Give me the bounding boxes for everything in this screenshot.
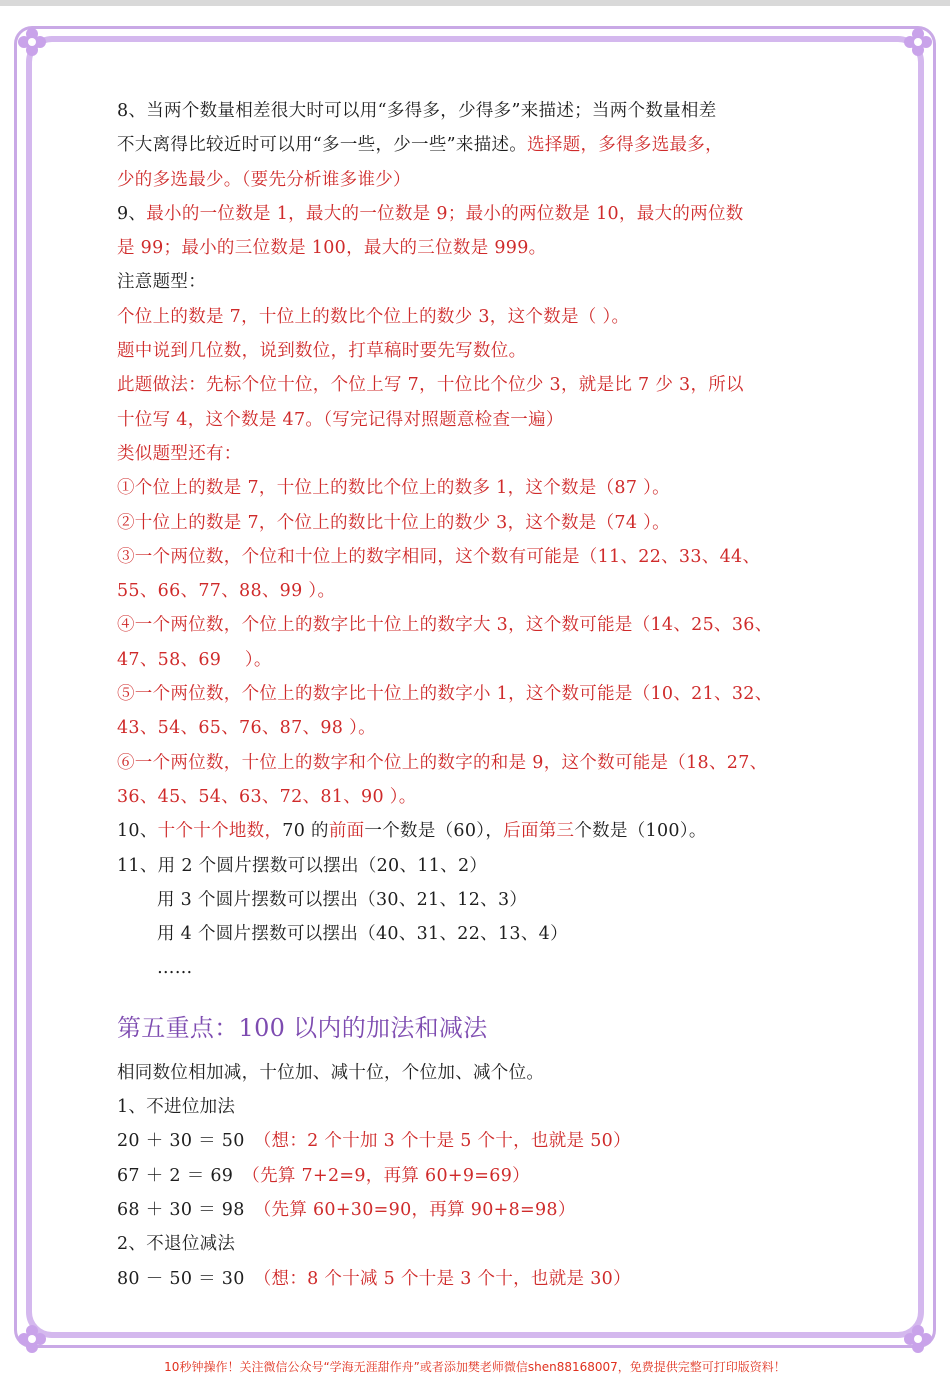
equation-note: （先算 60+30=90，再算 90+8=98） — [262, 1199, 576, 1220]
example-line: 55、66、77、88、99 ）。 — [117, 581, 336, 602]
highlight-line: 题中说到几位数，说到数位，打草稿时要先写数位。 — [117, 341, 527, 362]
highlight-text: 后面第三 — [503, 821, 575, 842]
example-line: ②十位上的数是 7，个位上的数比十位上的数少 3，这个数是（74 ）。 — [117, 512, 670, 533]
text-line: 11、用 2 个圆片摆数可以摆出（20、11、2） — [117, 855, 488, 876]
equation-note: （想：8 个十减 5 个十是 3 个十，也就是 30） — [262, 1268, 631, 1289]
equation-note: （想：2 个十加 3 个十是 5 个十，也就是 50） — [262, 1131, 631, 1152]
highlight-line: 十位写 4，这个数是 47。（写完记得对照题意检查一遍） — [117, 409, 564, 430]
text-span: 70 的 — [282, 821, 329, 842]
highlight-text: 十个十个地数， — [157, 821, 283, 842]
equation: 20 ＋ 30 ＝ 50 — [117, 1131, 263, 1152]
example-line: 43、54、65、76、87、98 ）。 — [117, 718, 376, 739]
ellipsis: …… — [157, 958, 193, 979]
text-line — [117, 197, 837, 231]
text-span: 不大离得比较近时可以用“多一些，少一些”来描述。 — [117, 135, 528, 156]
equation-note: （先算 7+2=9，再算 60+9=69） — [251, 1165, 530, 1186]
highlight-text: 选择题，多得多选最多， — [527, 135, 723, 156]
flower-icon — [903, 1324, 933, 1354]
text-line: 用 3 个圆片摆数可以摆出（30、21、12、3） — [157, 889, 528, 910]
example-line: ⑤一个两位数，个位上的数字比十位上的数字小 1，这个数可能是（10、21、32、 — [117, 684, 773, 705]
flower-icon — [17, 27, 47, 57]
text-line: 相同数位相加减，十位加、减十位，个位加、减个位。 — [117, 1062, 545, 1083]
equation-line — [117, 1159, 837, 1193]
text-line: 8、当两个数量相差很大时可以用“多得多，少得多”来描述；当两个数量相差 — [117, 101, 717, 121]
document-body — [117, 94, 837, 1296]
highlight-line: 个位上的数是 7，十位上的数比个位上的数少 3，这个数是（ ）。 — [117, 306, 630, 327]
section-heading: 第五重点：100 以内的加法和减法 — [117, 1013, 488, 1042]
text-span: 个数是（100）。 — [574, 821, 707, 842]
example-line: 36、45、54、63、72、81、90 ）。 — [117, 786, 417, 807]
top-bar — [0, 0, 950, 6]
example-line: ④一个两位数，个位上的数字比十位上的数字大 3，这个数可能是（14、25、36、 — [117, 615, 773, 636]
text-line — [117, 128, 837, 162]
flower-icon — [17, 1324, 47, 1354]
equation: 80 － 50 ＝ 30 — [117, 1268, 263, 1289]
equation-line — [117, 1193, 837, 1227]
highlight-text: 最小的一位数是 1，最大的一位数是 9；最小的两位数是 10，最大的两位数 — [146, 203, 744, 224]
highlight-text: 前面 — [328, 821, 365, 842]
text-line — [117, 814, 837, 848]
highlight-line: 此题做法：先标个位十位，个位上写 7，十位比个位少 3，就是比 7 少 3，所以 — [117, 375, 744, 396]
equation-line — [117, 1262, 837, 1296]
item-number: 10、 — [117, 821, 158, 842]
equation-line — [117, 1124, 837, 1158]
item-number: 9、 — [117, 203, 147, 224]
example-line: ③一个两位数，个位和十位上的数字相同，这个数有可能是（11、22、33、44、 — [117, 546, 761, 567]
example-line: ⑥一个两位数，十位上的数字和个位上的数字的和是 9，这个数可能是（18、27、 — [117, 752, 768, 773]
highlight-line: 类似题型还有： — [117, 443, 242, 464]
equation: 68 ＋ 30 ＝ 98 — [117, 1199, 263, 1220]
footer-notice: 10秒钟操作！关注微信公众号“学海无涯甜作舟”或者添加樊老师微信shen88168007，免费提供完整可打印版资料！ — [164, 1360, 786, 1374]
example-line: 47、58、69 ）。 — [117, 649, 272, 670]
example-line: ①个位上的数是 7，十位上的数比个位上的数多 1，这个数是（87 ）。 — [117, 478, 670, 499]
note-label: 注意题型： — [117, 272, 206, 293]
subsection-title: 1、不进位加法 — [117, 1097, 236, 1118]
subsection-title: 2、不退位减法 — [117, 1234, 236, 1255]
text-span: 一个数是（60）， — [364, 821, 504, 842]
flower-icon — [903, 27, 933, 57]
text-line: 用 4 个圆片摆数可以摆出（40、31、22、13、4） — [157, 924, 568, 945]
highlight-line: 是 99；最小的三位数是 100，最大的三位数是 999。 — [117, 238, 547, 259]
equation: 67 ＋ 2 ＝ 69 — [117, 1165, 252, 1186]
highlight-line: 少的多选最少。（要先分析谁多谁少） — [117, 169, 411, 190]
